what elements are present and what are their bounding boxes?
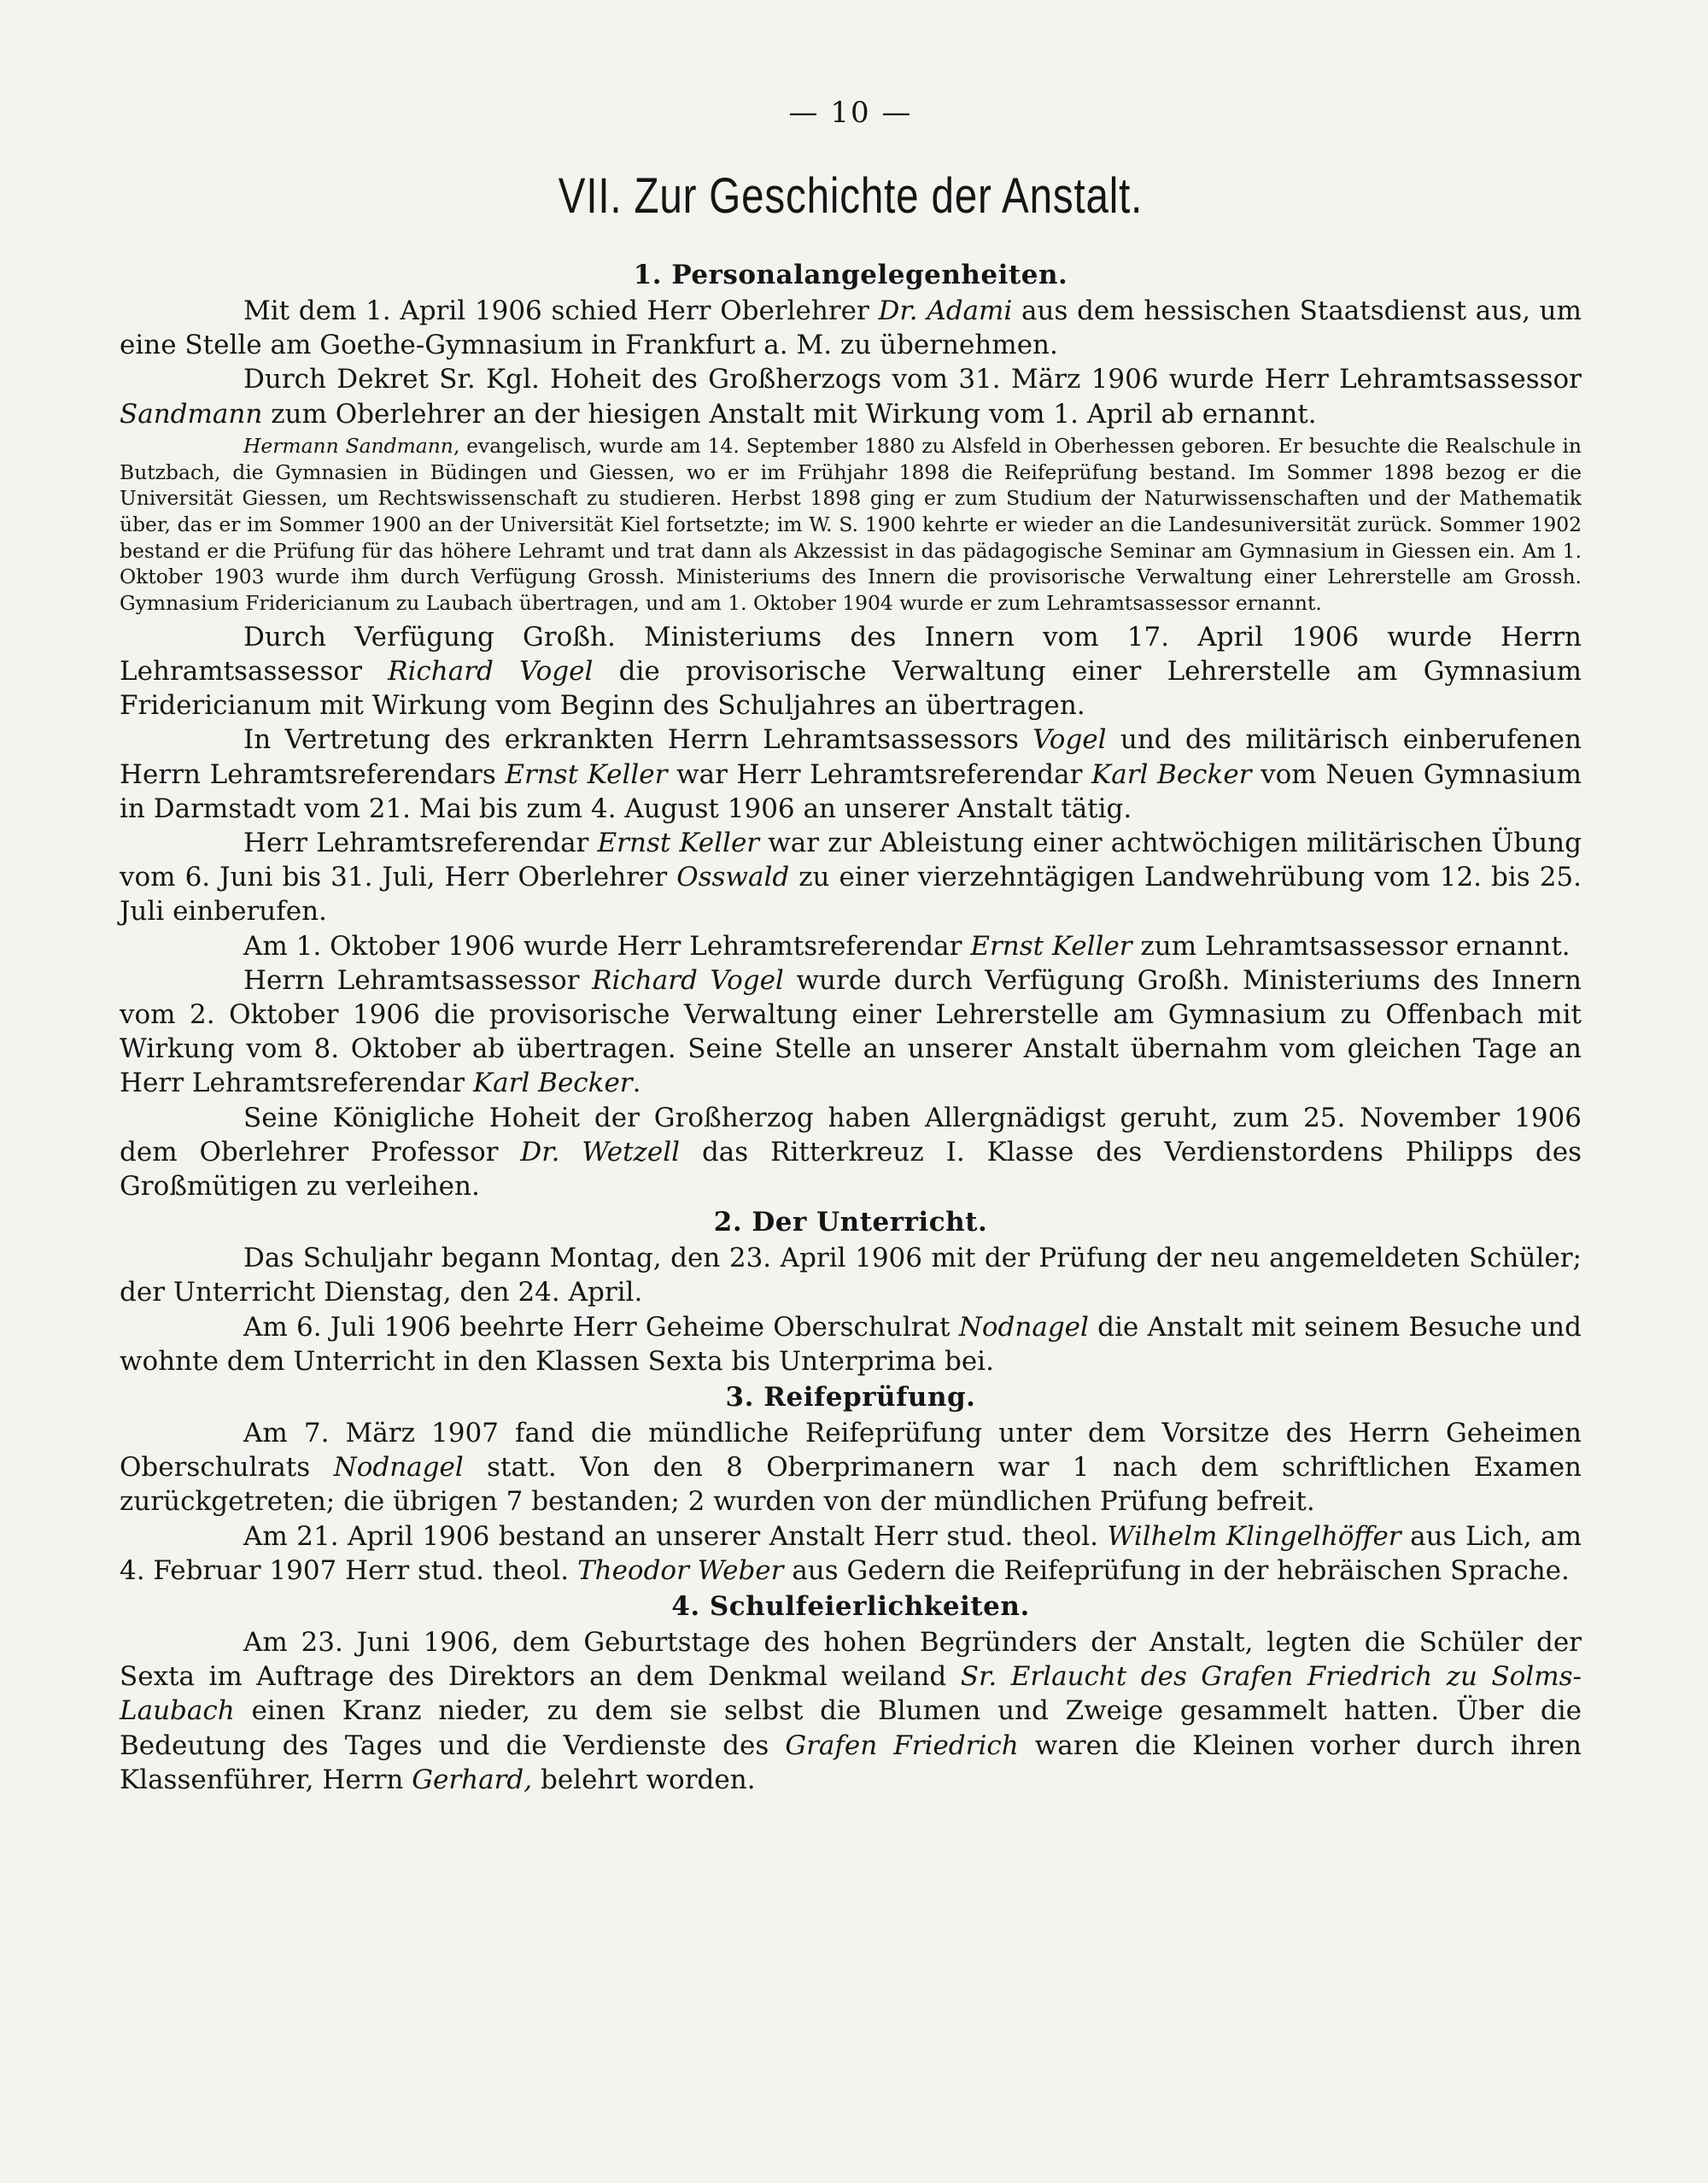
person-name: Richard Vogel	[388, 655, 594, 687]
paragraph: Am 7. März 1907 fand die mündliche Reifeprüfung unter dem Vorsitze des Herrn Geheimen Oberschulrats Nodnagel statt. Von den 8 Oberprimanern war 1 nach dem schriftlichen Examen zurückgetreten; die übrigen 7 bestanden; 2 wurden von der mündlichen Prüfung befreit.	[120, 1418, 1582, 1518]
section-heading: 3. Reifeprüfung.	[725, 1382, 976, 1413]
person-name: Ernst Keller	[505, 758, 668, 790]
paragraph: Herrn Lehramtsassessor Richard Vogel wurde durch Verfügung Großh. Ministeriums des Innern vom 2. Oktober 1906 die provisorische Verwaltung einer Lehrerstelle am Gymnasium zu Offenbach mit Wirkung vom 8. Oktober ab übertragen. Seine Stelle an unserer Anstalt übernahm vom gleichen Tage an Herr Lehramtsreferendar Karl Becker.	[120, 964, 1582, 1099]
section-heading: 2. Der Unterricht.	[713, 1207, 988, 1238]
paragraph: Durch Verfügung Großh. Ministeriums des Innern vom 17. April 1906 wurde Herrn Lehramtsassessor Richard Vogel die provisorische Verwaltung einer Lehrerstelle am Gymnasium Fridericianum mit Wirkung vom Beginn des Schuljahres an übertragen.	[120, 621, 1582, 722]
person-name: Wilhelm Klingelhöffer	[1107, 1520, 1401, 1552]
person-name: Ernst Keller	[970, 930, 1132, 962]
paragraph: Seine Königliche Hoheit der Großherzog haben Allergnädigst geruht, zum 25. November 1906 dem Oberlehrer Professor Dr. Wetzell das Ritterkreuz I. Klasse des Verdienstordens Philipps des Großmütigen zu verleihen.	[120, 1102, 1582, 1202]
person-name: Theodor Weber	[576, 1554, 784, 1586]
document-page	[120, 0, 1582, 2183]
paragraph: Durch Dekret Sr. Kgl. Hoheit des Großherzogs vom 31. März 1906 wurde Herr Lehramtsassessor Sandmann zum Oberlehrer an der hiesigen Anstalt mit Wirkung vom 1. April ab ernannt.	[120, 364, 1582, 430]
person-name: Dr. Wetzell	[520, 1136, 681, 1168]
person-name: Gerhard,	[412, 1764, 533, 1795]
person-name: Karl Becker	[1091, 758, 1252, 790]
paragraph: Am 6. Juli 1906 beehrte Herr Geheime Oberschulrat Nodnagel die Anstalt mit seinem Besuche und wohnte dem Unterricht in den Klassen Sexta bis Unterprima bei.	[120, 1311, 1582, 1377]
person-name: Karl Becker	[472, 1068, 633, 1099]
section-reifepruefung	[120, 1378, 1582, 1588]
person-name: Nodnagel	[958, 1311, 1089, 1343]
paragraph: Am 21. April 1906 bestand an unserer Anstalt Herr stud. theol. Wilhelm Klingelhöffer aus Lich, am 4. Februar 1907 Herr stud. theol. Theodor Weber aus Gedern die Reifeprüfung in der hebräischen Sprache.	[120, 1520, 1582, 1586]
chapter-title: VII. Zur Geschichte der Anstalt.	[558, 168, 1144, 224]
body-text	[120, 256, 1582, 1797]
paragraph: In Vertretung des erkrankten Herrn Lehramtsassessors Vogel und des militärisch einberufenen Herrn Lehramtsreferendars Ernst Keller war Herr Lehramtsreferendar Karl Becker vom Neuen Gymnasium in Darmstadt vom 21. Mai bis zum 4. August 1906 an unserer Anstalt tätig.	[120, 724, 1582, 824]
paragraph: Herr Lehramtsreferendar Ernst Keller war zur Ableistung einer achtwöchigen militärischen Übung vom 6. Juni bis 31. Juli, Herr Oberlehrer Osswald zu einer vierzehntägigen Landwehrübung vom 12. bis 25. Juli einberufen.	[120, 827, 1582, 928]
section-heading: 1. Personalangelegenheiten.	[633, 260, 1068, 290]
person-name: Osswald	[676, 862, 790, 893]
section-heading: 4. Schulfeierlichkeiten.	[671, 1591, 1030, 1623]
person-name: Vogel	[1032, 724, 1107, 756]
paragraph: Das Schuljahr begann Montag, den 23. April 1906 mit der Prüfung der neu angemeldeten Schüler; der Unterricht Dienstag, den 24. April.	[120, 1243, 1582, 1308]
section-unterricht	[120, 1203, 1582, 1378]
page-number: — 10 —	[788, 96, 913, 130]
person-name: Nodnagel	[333, 1452, 464, 1484]
person-name: Sandmann	[120, 398, 263, 430]
person-name: Ernst Keller	[597, 827, 760, 858]
person-name: Hermann Sandmann	[243, 433, 453, 458]
biography-note: Hermann Sandmann, evangelisch, wurde am 14. September 1880 zu Alsfeld in Oberhessen geboren. Er besuchte die Realschule in Butzbach, die Gymnasien in Büdingen und Giessen, wo er im Frühjahr 1898 die Reifeprüfung bestand. Im Sommer 1898 bezog er die Universität Giessen, um Rechtswissenschaft zu studieren. Herbst 1898 ging er zum Studium der Naturwissenschaften und der Mathematik über, das er im Sommer 1900 an der Universität Kiel fortsetzte; im W. S. 1900 kehrte er wieder an die Landesuniversität zurück. Sommer 1902 bestand er die Prüfung für das höhere Lehramt und trat dann als Akzessist in das pädagogische Seminar am Gymnasium in Giessen ein. Am 1. Oktober 1903 wurde ihm durch Verfügung Grossh. Ministeriums des Innern die provisorische Verwaltung einer Lehrerstelle am Grossh. Gymnasium Fridericianum zu Laubach übertragen, und am 1. Oktober 1904 wurde er zum Lehramtsassessor ernannt.	[120, 433, 1582, 616]
paragraph: Mit dem 1. April 1906 schied Herr Oberlehrer Dr. Adami aus dem hessischen Staatsdienst aus, um eine Stelle am Goethe-Gymnasium in Frankfurt a. M. zu übernehmen.	[120, 296, 1582, 361]
person-name: Richard Vogel	[592, 964, 784, 996]
paragraph: Am 1. Oktober 1906 wurde Herr Lehramtsreferendar Ernst Keller zum Lehramtsassessor ernannt.	[243, 930, 1571, 962]
person-name: Dr. Adami	[878, 296, 1013, 326]
section-schulfeierlichkeiten	[120, 1588, 1582, 1797]
person-name: Grafen Friedrich	[785, 1729, 1019, 1761]
person-name: Sr. Erlaucht des Grafen Friedrich zu Solms-Laubach	[120, 1661, 1582, 1727]
paragraph: Am 23. Juni 1906, dem Geburtstage des hohen Begründers der Anstalt, legten die Schüler der Sexta im Auftrage des Direktors an dem Denkmal weiland Sr. Erlaucht des Grafen Friedrich zu Solms-Laubach einen Kranz nieder, zu dem sie selbst die Blumen und Zweige gesammelt hatten. Über die Bedeutung des Tages und die Verdienste des Grafen Friedrich waren die Kleinen vorher durch ihren Klassenführer, Herrn Gerhard, belehrt worden.	[120, 1627, 1582, 1795]
section-personalangelegenheiten	[120, 256, 1582, 1203]
